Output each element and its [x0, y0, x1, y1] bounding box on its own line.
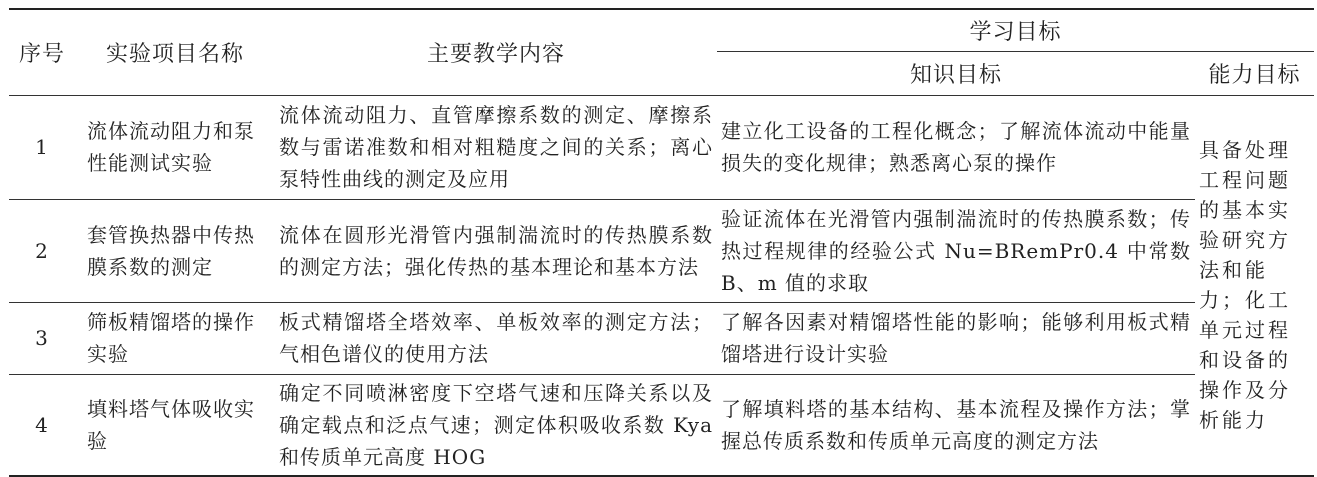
- knowledge-goal: 验证流体在光滑管内强制湍流时的传热膜系数；传热过程规律的经验公式 Nu=BRemPr0.4 中常数 B、m 值的求取: [717, 199, 1195, 302]
- project-name: 流体流动阻力和泵性能测试实验: [75, 95, 275, 199]
- header-knowledge: 知识目标: [717, 51, 1195, 95]
- teaching-content: 板式精馏塔全塔效率、单板效率的测定方法；气相色谱仪的使用方法: [275, 302, 717, 374]
- table-row: [9, 95, 1314, 199]
- knowledge-goal: 建立化工设备的工程化概念；了解流体流动中能量损失的变化规律；熟悉离心泵的操作: [717, 95, 1195, 199]
- row-number: 4: [9, 374, 75, 476]
- knowledge-goal: 了解填料塔的基本结构、基本流程及操作方法；掌握总传质系数和传质单元高度的测定方法: [717, 374, 1195, 476]
- project-name: 筛板精馏塔的操作实验: [75, 302, 275, 374]
- project-name: 套管换热器中传热膜系数的测定: [75, 199, 275, 302]
- header-content: 主要教学内容: [275, 9, 717, 95]
- header-project: 实验项目名称: [75, 9, 275, 95]
- header-no: 序号: [9, 9, 75, 95]
- project-name: 填料塔气体吸收实验: [75, 374, 275, 476]
- experiment-table: [9, 8, 1314, 477]
- teaching-content: 流体在圆形光滑管内强制湍流时的传热膜系数的测定方法；强化传热的基本理论和基本方法: [275, 199, 717, 302]
- ability-goal: 具备处理工程问题的基本实验研究方法和能力；化工单元过程和设备的操作及分析能力: [1195, 95, 1314, 476]
- row-number: 1: [9, 95, 75, 199]
- row-number: 2: [9, 199, 75, 302]
- header-goals: 学习目标: [717, 9, 1314, 51]
- teaching-content: 确定不同喷淋密度下空塔气速和压降关系以及确定载点和泛点气速；测定体积吸收系数 Kya 和传质单元高度 HOG: [275, 374, 717, 476]
- table-row: [9, 199, 1314, 302]
- table-row: [9, 374, 1314, 476]
- row-number: 3: [9, 302, 75, 374]
- table-row: [9, 302, 1314, 374]
- teaching-content: 流体流动阻力、直管摩擦系数的测定、摩擦系数与雷诺准数和相对粗糙度之间的关系；离心泵特性曲线的测定及应用: [275, 95, 717, 199]
- header-ability: 能力目标: [1195, 51, 1314, 95]
- knowledge-goal: 了解各因素对精馏塔性能的影响；能够利用板式精馏塔进行设计实验: [717, 302, 1195, 374]
